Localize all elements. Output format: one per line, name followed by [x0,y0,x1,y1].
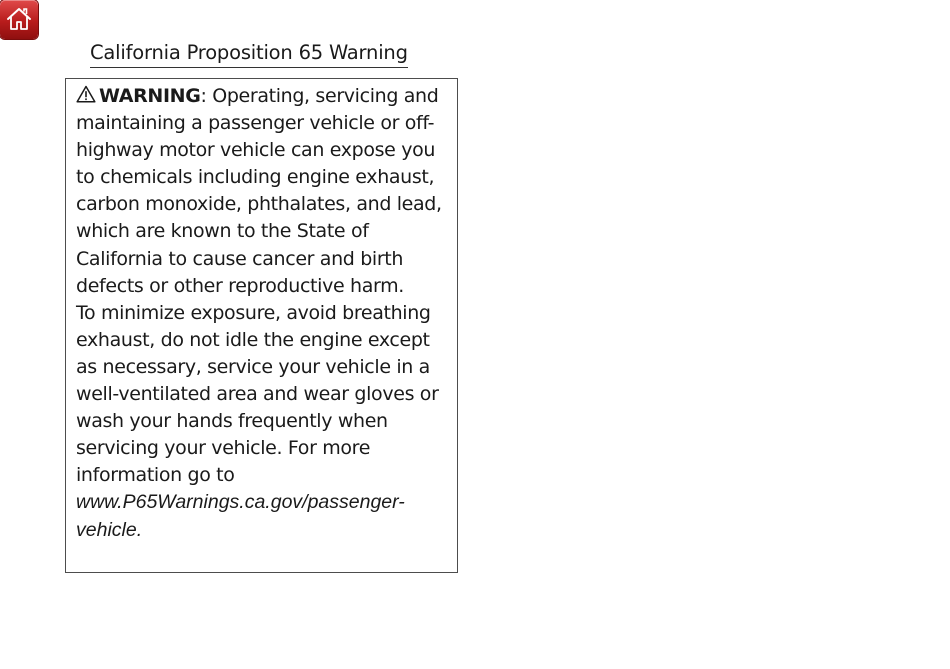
warning-triangle-icon [76,85,96,103]
exposure-paragraph [76,300,452,544]
info-link-period: . [136,518,143,541]
warning-text [76,83,452,544]
page-title: California Proposition 65 Warning [90,40,408,68]
warning-label: WARNING [99,85,201,107]
info-link[interactable]: www.P65Warnings.ca.gov/passenger-vehicle [76,491,405,541]
warning-box [65,78,458,573]
home-icon [5,5,33,33]
home-button[interactable] [0,0,38,39]
exposure-body: To minimize exposure, avoid breathing exhaust, do not idle the engine except as necessary, service your vehicle in a well-ventilated area and wear gloves or wash your hands frequently when servicing your vehicle. For more information go to [76,301,439,487]
warning-body: : Operating, servicing and maintaining a passenger vehicle or off-highway motor vehicle can expose you to chemicals including engine exhaust, carbon monoxide, phthalates, and lead, which are known to the State of California to cause cancer and birth defects or other reproductive harm. [76,85,442,297]
warning-paragraph [76,83,452,300]
